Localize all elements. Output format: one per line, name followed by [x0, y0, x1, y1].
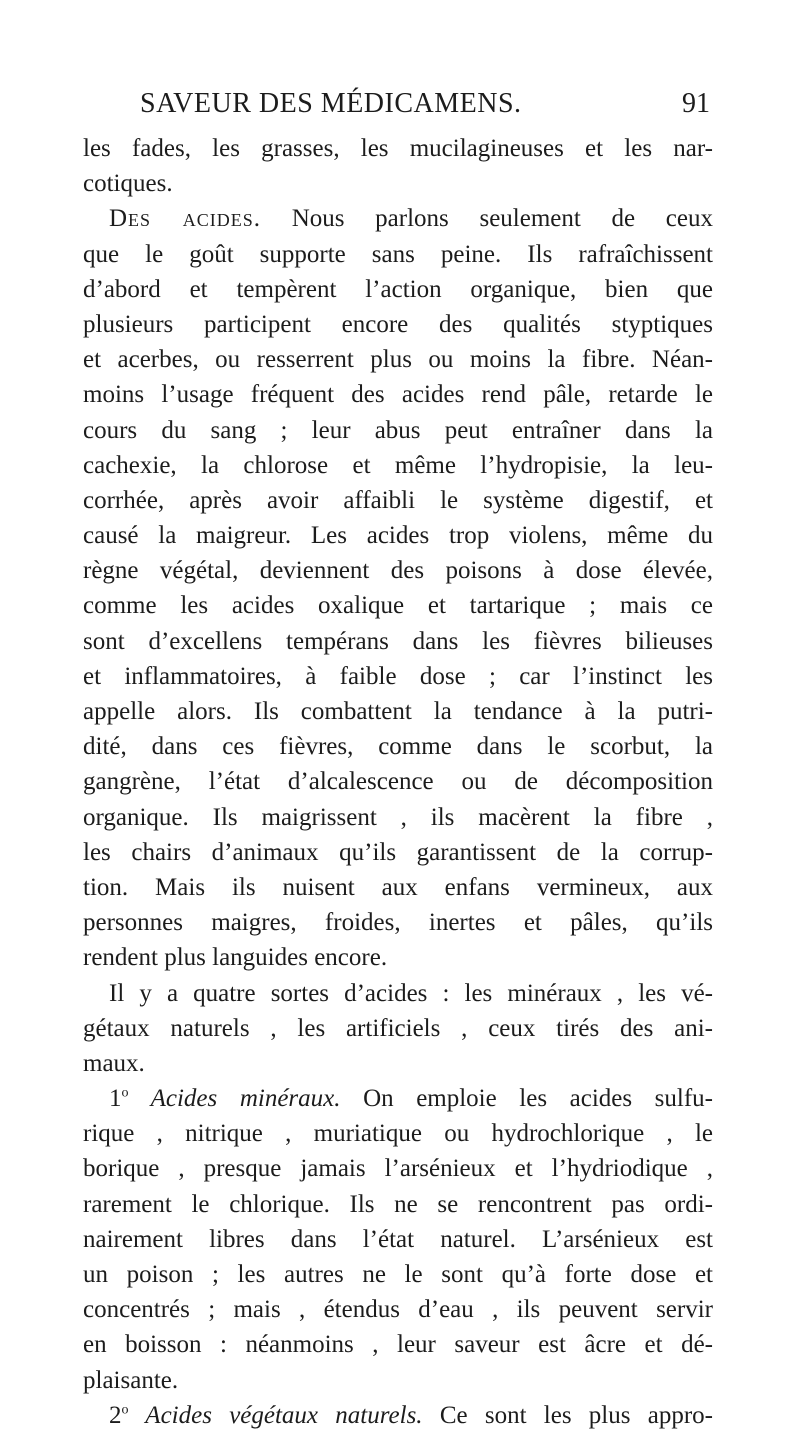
- text-line: borique , presque jamais l’arsénieux et l’hydriodique ,: [83, 1155, 713, 1183]
- text-line: plaisante.: [83, 1366, 179, 1394]
- list-number: 2: [109, 1401, 122, 1429]
- text-line: concentrés ; mais , étendus d’eau , ils peuvent servir: [83, 1296, 713, 1324]
- text-line: nairement libres dans l’état naturel. L’arsénieux est: [83, 1225, 713, 1253]
- text-line: cours du sang ; leur abus peut entraîner dans la: [83, 416, 713, 444]
- text-line: appelle alors. Ils combattent la tendance à la putri-: [83, 698, 713, 725]
- text-line: règne végétal, deviennent des poisons à dose élevée,: [83, 557, 713, 585]
- body-text: [83, 131, 713, 1433]
- text-line: rique , nitrique , muriatique ou hydrochlorique , le: [83, 1120, 713, 1148]
- text-line: les chairs d’animaux qu’ils garantissent de la corrup-: [83, 838, 713, 866]
- text-line: dité, dans ces fièvres, comme dans le scorbut, la: [83, 733, 713, 761]
- text-span: Nous parlons seulement de ceux: [261, 205, 713, 233]
- text-line: et inflammatoires, à faible dose ; car l’instinct les: [83, 662, 713, 690]
- text-line: [83, 1398, 713, 1433]
- list-number: 1: [109, 1085, 122, 1113]
- text-line: gangrène, l’état d’alcalescence ou de décomposition: [83, 768, 713, 796]
- ordinal-mark: o: [121, 1402, 129, 1418]
- text-line: gétaux naturels , les artificiels , ceux tirés des ani-: [83, 1014, 713, 1042]
- text-line: moins l’usage fréquent des acides rend pâle, retarde le: [83, 381, 713, 409]
- text-line: [83, 201, 713, 236]
- text-line: cotiques.: [83, 170, 173, 198]
- text-line: personnes maigres, froides, inertes et pâles, qu’ils: [83, 909, 713, 937]
- text-line: rarement le chlorique. Ils ne se rencontrent pas ordi-: [83, 1190, 713, 1218]
- running-head: SAVEUR DES MÉDICAMENS.: [140, 88, 522, 119]
- text-line: sont d’excellens tempérans dans les fièvres bilieuses: [83, 627, 713, 655]
- page-number: 91: [682, 88, 710, 119]
- ordinal-mark: o: [121, 1085, 129, 1101]
- text-line: [83, 1081, 713, 1116]
- text-line: tion. Mais ils nuisent aux enfans vermineux, aux: [83, 873, 713, 901]
- text-span: On emploie les acides sulfu-: [340, 1085, 713, 1113]
- section-heading: Des acides.: [109, 205, 262, 233]
- text-line: cachexie, la chlorose et même l’hydropisie, la leu-: [83, 451, 713, 479]
- page-header: [140, 88, 710, 128]
- text-span: Ce sont les plus appro-: [422, 1401, 713, 1429]
- text-line: rendent plus languides encore.: [83, 944, 388, 972]
- text-line: comme les acides oxalique et tartarique ; mais ce: [83, 592, 713, 620]
- text-line: un poison ; les autres ne le sont qu’à forte dose et: [83, 1261, 713, 1288]
- subsection-heading: Acides minéraux.: [128, 1085, 341, 1113]
- text-line: d’abord et tempèrent l’action organique, bien que: [83, 275, 713, 303]
- subsection-heading: Acides végétaux naturels.: [128, 1401, 423, 1429]
- text-line: et acerbes, ou resserrent plus ou moins la fibre. Néan-: [83, 346, 713, 374]
- text-line: Il y a quatre sortes d’acides : les minéraux , les vé-: [109, 979, 713, 1007]
- text-line: que le goût supporte sans peine. Ils rafraîchissent: [83, 240, 713, 268]
- text-line: causé la maigreur. Les acides trop violens, même du: [83, 522, 713, 550]
- text-line: en boisson : néanmoins , leur saveur est âcre et dé-: [83, 1331, 713, 1359]
- text-line: organique. Ils maigrissent , ils macèrent la fibre ,: [83, 803, 713, 831]
- text-line: plusieurs participent encore des qualités styptiques: [83, 310, 713, 338]
- text-line: maux.: [83, 1049, 145, 1077]
- text-line: les fades, les grasses, les mucilagineuses et les nar-: [83, 135, 713, 162]
- text-line: corrhée, après avoir affaibli le système digestif, et: [83, 486, 713, 514]
